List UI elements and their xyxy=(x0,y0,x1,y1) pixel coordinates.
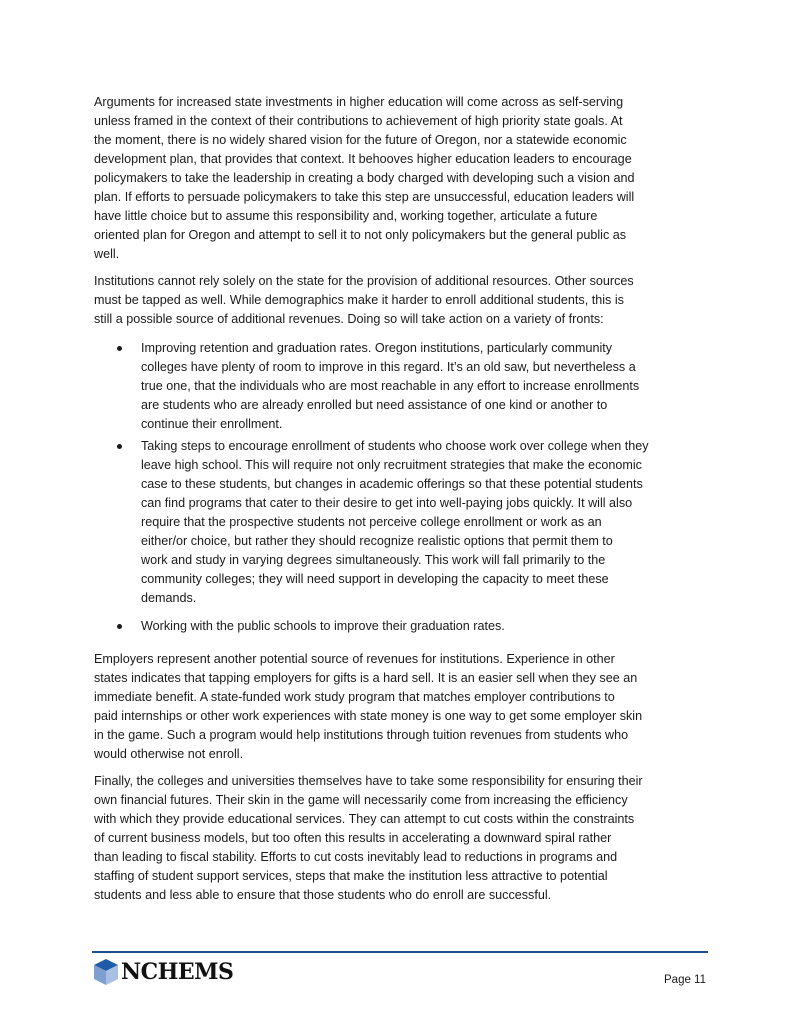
bullet-item-2 xyxy=(141,437,649,608)
text-line: development plan, that provides that context. It behooves higher education leaders to encourage xyxy=(94,152,632,166)
text-line: true one, that the individuals who are most reachable in any effort to increase enrollments xyxy=(141,379,640,393)
text-line: Institutions cannot rely solely on the state for the provision of additional resources. Other sources xyxy=(94,274,634,288)
text-line: staffing of student support services, steps that make the institution less attractive to potential xyxy=(94,869,608,883)
text-line: colleges have plenty of room to improve in this regard. It’s an old saw, but nevertheless a xyxy=(141,360,636,374)
text-line: students and less able to ensure that those students who do enroll are successful. xyxy=(94,888,552,902)
bullet-icon xyxy=(117,346,122,351)
nchems-logo xyxy=(93,958,233,986)
text-line: with which they provide educational services. They can attempt to cut costs within the constraints xyxy=(94,812,635,826)
text-line: than leading to fiscal stability. Efforts to cut costs inevitably lead to reductions in programs and xyxy=(94,850,618,864)
text-line: Arguments for increased state investments in higher education will come across as self-serving xyxy=(94,95,624,109)
text-line: unless framed in the context of their contributions to achievement of high priority state goals. At xyxy=(94,114,623,128)
text-line: oriented plan for Oregon and attempt to sell it to not only policymakers but the general public as xyxy=(94,228,627,242)
text-line: would otherwise not enroll. xyxy=(94,747,244,761)
text-line: work and study in varying degrees simultaneously. This work will fall primarily to the xyxy=(141,553,606,567)
bullet-item-1 xyxy=(141,339,639,434)
text-line: case to these students, but changes in academic offerings so that these potential students xyxy=(141,477,643,491)
text-line: own financial futures. Their skin in the game will necessarily come from increasing the efficiency xyxy=(94,793,628,807)
bullet-icon xyxy=(117,624,122,629)
text-line: Improving retention and graduation rates. Oregon institutions, particularly community xyxy=(141,341,613,355)
text-line: immediate benefit. A state-funded work study program that matches employer contributions to xyxy=(94,690,615,704)
text-line: community colleges; they will need support in developing the capacity to meet these xyxy=(141,572,609,586)
page-number: Page 11 xyxy=(664,974,706,986)
paragraph-4 xyxy=(94,772,643,905)
text-line: the moment, there is no widely shared vision for the future of Oregon, nor a statewide economic xyxy=(94,133,627,147)
text-line: still a possible source of additional revenues. Doing so will take action on a variety of fronts: xyxy=(94,312,604,326)
text-line: in the game. Such a program would help institutions through tuition revenues from students who xyxy=(94,728,629,742)
paragraph-3 xyxy=(94,650,642,764)
text-line: can find programs that cater to their desire to get into well-paying jobs quickly. It will also xyxy=(141,496,633,510)
text-line: paid internships or other work experiences with state money is one way to get some employer skin xyxy=(94,709,643,723)
text-line: policymakers to take the leadership in creating a body charged with developing such a vision and xyxy=(94,171,635,185)
paragraph-1 xyxy=(94,93,634,264)
paragraph-2 xyxy=(94,272,634,329)
logo-text: NCHEMS xyxy=(121,959,234,985)
text-line: Working with the public schools to improve their graduation rates. xyxy=(141,619,505,633)
text-line: require that the prospective students not perceive college enrollment or work as an xyxy=(141,515,602,529)
text-line: either/or choice, but rather they should recognize realistic options that permit them to xyxy=(141,534,613,548)
text-line: are students who are already enrolled but need assistance of one kind or another to xyxy=(141,398,608,412)
text-line: of current business models, but too often this results in accelerating a downward spiral rather xyxy=(94,831,612,845)
text-line: plan. If efforts to persuade policymakers to take this step are unsuccessful, education leaders will xyxy=(94,190,635,204)
footer-rule xyxy=(92,951,708,953)
text-line: continue their enrollment. xyxy=(141,417,283,431)
text-line: Employers represent another potential source of revenues for institutions. Experience in other xyxy=(94,652,615,666)
text-line: Taking steps to encourage enrollment of students who choose work over college when they xyxy=(141,439,649,453)
cube-icon xyxy=(93,958,119,986)
bullet-item-3 xyxy=(141,617,505,636)
text-line: must be tapped as well. While demographics make it harder to enroll additional students, this is xyxy=(94,293,624,307)
text-line: Finally, the colleges and universities themselves have to take some responsibility for ensuring their xyxy=(94,774,643,788)
text-line: leave high school. This will require not only recruitment strategies that make the economic xyxy=(141,458,642,472)
text-line: well. xyxy=(94,247,120,261)
text-line: states indicates that tapping employers for gifts is a hard sell. It is an easier sell when they see an xyxy=(94,671,638,685)
bullet-icon xyxy=(117,444,122,449)
text-line: demands. xyxy=(141,591,197,605)
text-line: have little choice but to assume this responsibility and, working together, articulate a future xyxy=(94,209,598,223)
